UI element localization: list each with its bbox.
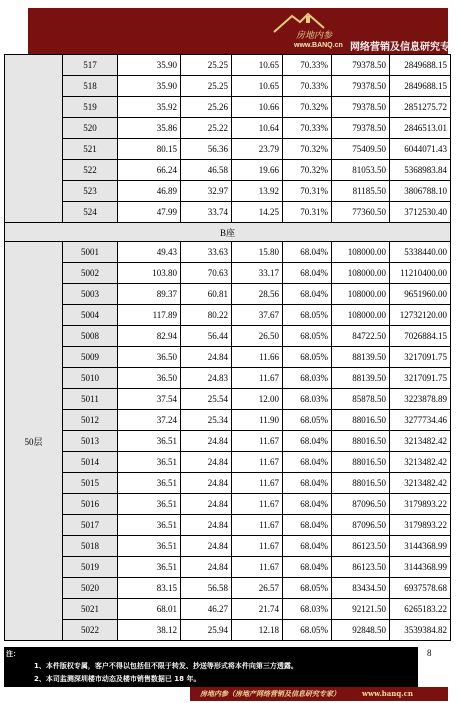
value-cell-total: 2846513.01 bbox=[390, 118, 451, 139]
value-cell-c1: 36.51 bbox=[118, 515, 181, 536]
value-cell-c1: 83.15 bbox=[118, 578, 181, 599]
value-cell-price: 88016.50 bbox=[332, 473, 390, 494]
value-cell-price: 79378.50 bbox=[332, 97, 390, 118]
value-cell-price: 88016.50 bbox=[332, 452, 390, 473]
value-cell-c1: 36.51 bbox=[118, 452, 181, 473]
value-cell-ratio: 68.03% bbox=[283, 599, 332, 620]
value-cell-c3: 11.67 bbox=[232, 368, 283, 389]
table-row bbox=[5, 515, 451, 536]
value-cell-price: 108000.00 bbox=[332, 284, 390, 305]
footer-bar bbox=[190, 687, 448, 701]
value-cell-total: 3277734.46 bbox=[390, 410, 451, 431]
value-cell-c1: 36.51 bbox=[118, 536, 181, 557]
value-cell-c3: 12.00 bbox=[232, 389, 283, 410]
value-cell-price: 81053.50 bbox=[332, 160, 390, 181]
unit-number-cell: 523 bbox=[63, 181, 118, 202]
unit-number-cell: 517 bbox=[63, 55, 118, 76]
note-line-2: 2、本司监测深圳楼市动态及楼市销售数据已 18 年。 bbox=[34, 675, 201, 683]
value-cell-ratio: 68.04% bbox=[283, 284, 332, 305]
value-cell-ratio: 68.04% bbox=[283, 431, 332, 452]
value-cell-total: 5338440.00 bbox=[390, 242, 451, 263]
value-cell-price: 88139.50 bbox=[332, 347, 390, 368]
value-cell-total: 3213482.42 bbox=[390, 473, 451, 494]
unit-number-cell: 5014 bbox=[63, 452, 118, 473]
value-cell-c1: 82.94 bbox=[118, 326, 181, 347]
value-cell-c3: 10.64 bbox=[232, 118, 283, 139]
value-cell-ratio: 68.03% bbox=[283, 368, 332, 389]
table-row bbox=[5, 347, 451, 368]
value-cell-total: 3179893.22 bbox=[390, 515, 451, 536]
value-cell-c3: 15.80 bbox=[232, 242, 283, 263]
value-cell-total: 3213482.42 bbox=[390, 452, 451, 473]
value-cell-c2: 25.54 bbox=[181, 389, 232, 410]
value-cell-c2: 24.84 bbox=[181, 557, 232, 578]
value-cell-c3: 11.67 bbox=[232, 431, 283, 452]
table-row bbox=[5, 536, 451, 557]
value-cell-price: 108000.00 bbox=[332, 242, 390, 263]
value-cell-c3: 11.90 bbox=[232, 410, 283, 431]
table-row bbox=[5, 473, 451, 494]
building-b-rows bbox=[5, 242, 451, 641]
value-cell-c3: 26.57 bbox=[232, 578, 283, 599]
section-label: B座 bbox=[5, 223, 451, 242]
value-cell-total: 3179893.22 bbox=[390, 494, 451, 515]
value-cell-c1: 66.24 bbox=[118, 160, 181, 181]
value-cell-c2: 24.84 bbox=[181, 515, 232, 536]
value-cell-c1: 35.90 bbox=[118, 55, 181, 76]
value-cell-total: 12732120.00 bbox=[390, 305, 451, 326]
value-cell-ratio: 68.05% bbox=[283, 347, 332, 368]
value-cell-ratio: 70.33% bbox=[283, 118, 332, 139]
section-row bbox=[5, 223, 451, 242]
unit-number-cell: 5019 bbox=[63, 557, 118, 578]
value-cell-ratio: 68.04% bbox=[283, 515, 332, 536]
unit-number-cell: 519 bbox=[63, 97, 118, 118]
footer-url: www.banq.cn bbox=[362, 689, 414, 698]
value-cell-c2: 24.84 bbox=[181, 536, 232, 557]
value-cell-c3: 19.66 bbox=[232, 160, 283, 181]
unit-number-cell: 5001 bbox=[63, 242, 118, 263]
header-banner bbox=[28, 8, 460, 54]
value-cell-price: 86123.50 bbox=[332, 536, 390, 557]
value-cell-c2: 25.25 bbox=[181, 55, 232, 76]
value-cell-c1: 36.51 bbox=[118, 494, 181, 515]
value-cell-c2: 32.97 bbox=[181, 181, 232, 202]
unit-number-cell: 521 bbox=[63, 139, 118, 160]
value-cell-total: 3217091.75 bbox=[390, 368, 451, 389]
value-cell-c1: 47.99 bbox=[118, 202, 181, 223]
table-row bbox=[5, 431, 451, 452]
value-cell-price: 88016.50 bbox=[332, 410, 390, 431]
value-cell-price: 92121.50 bbox=[332, 599, 390, 620]
value-cell-c3: 37.67 bbox=[232, 305, 283, 326]
table-row bbox=[5, 97, 451, 118]
value-cell-c2: 24.83 bbox=[181, 368, 232, 389]
value-cell-total: 3144368.99 bbox=[390, 536, 451, 557]
value-cell-c3: 11.67 bbox=[232, 557, 283, 578]
value-cell-c1: 49.43 bbox=[118, 242, 181, 263]
units-table bbox=[4, 54, 451, 641]
value-cell-c3: 11.67 bbox=[232, 536, 283, 557]
value-cell-c2: 25.25 bbox=[181, 76, 232, 97]
value-cell-c3: 13.92 bbox=[232, 181, 283, 202]
table-row bbox=[5, 368, 451, 389]
unit-number-cell: 5010 bbox=[63, 368, 118, 389]
value-cell-c1: 46.89 bbox=[118, 181, 181, 202]
value-cell-ratio: 68.05% bbox=[283, 578, 332, 599]
unit-number-cell: 5018 bbox=[63, 536, 118, 557]
value-cell-total: 7026884.15 bbox=[390, 326, 451, 347]
value-cell-price: 86123.50 bbox=[332, 557, 390, 578]
unit-number-cell: 5013 bbox=[63, 431, 118, 452]
value-cell-c2: 24.84 bbox=[181, 473, 232, 494]
unit-number-cell: 5004 bbox=[63, 305, 118, 326]
value-cell-price: 81185.50 bbox=[332, 181, 390, 202]
value-cell-ratio: 68.05% bbox=[283, 326, 332, 347]
value-cell-c1: 117.89 bbox=[118, 305, 181, 326]
unit-number-cell: 5011 bbox=[63, 389, 118, 410]
unit-number-cell: 5002 bbox=[63, 263, 118, 284]
value-cell-c3: 11.66 bbox=[232, 347, 283, 368]
value-cell-c3: 11.67 bbox=[232, 452, 283, 473]
table-row bbox=[5, 557, 451, 578]
table-row bbox=[5, 139, 451, 160]
value-cell-c2: 25.22 bbox=[181, 118, 232, 139]
floor-cell: 50层 bbox=[5, 242, 63, 641]
brand-domain: www.BANQ.cn bbox=[294, 42, 343, 49]
footer-text: 房地内参（房地产网络营销及信息研究专家） bbox=[200, 689, 340, 698]
value-cell-total: 3806788.10 bbox=[390, 181, 451, 202]
value-cell-ratio: 70.32% bbox=[283, 139, 332, 160]
page-number: 8 bbox=[427, 648, 432, 658]
value-cell-c3: 10.66 bbox=[232, 97, 283, 118]
unit-number-cell: 518 bbox=[63, 76, 118, 97]
value-cell-c3: 33.17 bbox=[232, 263, 283, 284]
value-cell-ratio: 68.04% bbox=[283, 473, 332, 494]
value-cell-c2: 46.27 bbox=[181, 599, 232, 620]
unit-number-cell: 5020 bbox=[63, 578, 118, 599]
value-cell-c2: 46.58 bbox=[181, 160, 232, 181]
value-cell-total: 5368983.84 bbox=[390, 160, 451, 181]
value-cell-price: 108000.00 bbox=[332, 305, 390, 326]
table-row bbox=[5, 181, 451, 202]
value-cell-c3: 10.65 bbox=[232, 76, 283, 97]
table-row bbox=[5, 620, 451, 641]
value-cell-ratio: 68.04% bbox=[283, 494, 332, 515]
value-cell-ratio: 68.03% bbox=[283, 389, 332, 410]
value-cell-total: 6044071.43 bbox=[390, 139, 451, 160]
value-cell-ratio: 68.04% bbox=[283, 242, 332, 263]
value-cell-ratio: 70.33% bbox=[283, 76, 332, 97]
value-cell-total: 11210400.00 bbox=[390, 263, 451, 284]
value-cell-c1: 36.51 bbox=[118, 557, 181, 578]
value-cell-c2: 33.74 bbox=[181, 202, 232, 223]
value-cell-total: 3223878.89 bbox=[390, 389, 451, 410]
value-cell-total: 2851275.72 bbox=[390, 97, 451, 118]
value-cell-c1: 89.37 bbox=[118, 284, 181, 305]
value-cell-ratio: 68.05% bbox=[283, 305, 332, 326]
value-cell-ratio: 70.32% bbox=[283, 97, 332, 118]
value-cell-c2: 24.84 bbox=[181, 347, 232, 368]
value-cell-c2: 56.58 bbox=[181, 578, 232, 599]
value-cell-price: 77360.50 bbox=[332, 202, 390, 223]
value-cell-c1: 36.51 bbox=[118, 473, 181, 494]
value-cell-price: 88016.50 bbox=[332, 431, 390, 452]
table-row bbox=[5, 410, 451, 431]
value-cell-c1: 37.54 bbox=[118, 389, 181, 410]
unit-number-cell: 5016 bbox=[63, 494, 118, 515]
table-row bbox=[5, 202, 451, 223]
value-cell-c1: 37.24 bbox=[118, 410, 181, 431]
value-cell-c2: 33.63 bbox=[181, 242, 232, 263]
unit-number-cell: 520 bbox=[63, 118, 118, 139]
table-row bbox=[5, 284, 451, 305]
value-cell-c2: 24.84 bbox=[181, 431, 232, 452]
value-cell-ratio: 70.31% bbox=[283, 202, 332, 223]
value-cell-price: 84722.50 bbox=[332, 326, 390, 347]
notes-box bbox=[4, 647, 418, 687]
table-row bbox=[5, 76, 451, 97]
table-row bbox=[5, 599, 451, 620]
value-cell-c2: 25.34 bbox=[181, 410, 232, 431]
value-cell-c1: 68.01 bbox=[118, 599, 181, 620]
value-cell-ratio: 68.04% bbox=[283, 557, 332, 578]
value-cell-c2: 70.63 bbox=[181, 263, 232, 284]
value-cell-price: 79378.50 bbox=[332, 55, 390, 76]
value-cell-price: 88139.50 bbox=[332, 368, 390, 389]
unit-number-cell: 524 bbox=[63, 202, 118, 223]
value-cell-price: 108000.00 bbox=[332, 263, 390, 284]
value-cell-c1: 35.86 bbox=[118, 118, 181, 139]
value-cell-c1: 103.80 bbox=[118, 263, 181, 284]
unit-number-cell: 5003 bbox=[63, 284, 118, 305]
value-cell-c3: 11.67 bbox=[232, 473, 283, 494]
value-cell-c3: 21.74 bbox=[232, 599, 283, 620]
unit-number-cell: 5017 bbox=[63, 515, 118, 536]
table-row bbox=[5, 118, 451, 139]
value-cell-c1: 80.15 bbox=[118, 139, 181, 160]
value-cell-ratio: 70.33% bbox=[283, 55, 332, 76]
value-cell-c2: 24.84 bbox=[181, 452, 232, 473]
value-cell-price: 75409.50 bbox=[332, 139, 390, 160]
value-cell-c2: 56.44 bbox=[181, 326, 232, 347]
value-cell-c3: 11.67 bbox=[232, 515, 283, 536]
value-cell-c2: 56.36 bbox=[181, 139, 232, 160]
value-cell-price: 87096.50 bbox=[332, 515, 390, 536]
note-line-1: 1、本件版权专属，客户不得以包括但不限于转发、抄送等形式将本件向第三方透露。 bbox=[34, 662, 298, 670]
value-cell-c3: 12.18 bbox=[232, 620, 283, 641]
table-row bbox=[5, 55, 451, 76]
value-cell-c3: 10.65 bbox=[232, 55, 283, 76]
value-cell-total: 2849688.15 bbox=[390, 55, 451, 76]
value-cell-total: 9651960.00 bbox=[390, 284, 451, 305]
value-cell-ratio: 68.04% bbox=[283, 452, 332, 473]
value-cell-c2: 25.94 bbox=[181, 620, 232, 641]
value-cell-c3: 14.25 bbox=[232, 202, 283, 223]
value-cell-price: 79378.50 bbox=[332, 76, 390, 97]
value-cell-price: 79378.50 bbox=[332, 118, 390, 139]
value-cell-ratio: 68.05% bbox=[283, 620, 332, 641]
unit-number-cell: 5009 bbox=[63, 347, 118, 368]
value-cell-ratio: 70.32% bbox=[283, 160, 332, 181]
unit-number-cell: 522 bbox=[63, 160, 118, 181]
value-cell-price: 87096.50 bbox=[332, 494, 390, 515]
table-row bbox=[5, 452, 451, 473]
value-cell-c3: 11.67 bbox=[232, 494, 283, 515]
value-cell-total: 3539384.82 bbox=[390, 620, 451, 641]
value-cell-c1: 35.92 bbox=[118, 97, 181, 118]
table-row bbox=[5, 242, 451, 263]
value-cell-ratio: 68.04% bbox=[283, 263, 332, 284]
value-cell-c3: 23.79 bbox=[232, 139, 283, 160]
table-row bbox=[5, 160, 451, 181]
unit-number-cell: 5012 bbox=[63, 410, 118, 431]
floor-cell bbox=[5, 55, 63, 223]
value-cell-total: 6265183.22 bbox=[390, 599, 451, 620]
value-cell-total: 2849688.15 bbox=[390, 76, 451, 97]
value-cell-c2: 25.26 bbox=[181, 97, 232, 118]
building-a-rows bbox=[5, 55, 451, 223]
value-cell-total: 6937578.68 bbox=[390, 578, 451, 599]
value-cell-c2: 80.22 bbox=[181, 305, 232, 326]
unit-number-cell: 5015 bbox=[63, 473, 118, 494]
value-cell-c1: 36.50 bbox=[118, 347, 181, 368]
value-cell-price: 83434.50 bbox=[332, 578, 390, 599]
brand-slogan: 网络营销及信息研究专家 bbox=[350, 42, 460, 53]
value-cell-ratio: 68.05% bbox=[283, 410, 332, 431]
table-row bbox=[5, 326, 451, 347]
value-cell-c2: 24.84 bbox=[181, 494, 232, 515]
table-row bbox=[5, 305, 451, 326]
value-cell-c1: 36.51 bbox=[118, 431, 181, 452]
value-cell-c1: 35.90 bbox=[118, 76, 181, 97]
value-cell-c1: 38.12 bbox=[118, 620, 181, 641]
value-cell-total: 3144368.99 bbox=[390, 557, 451, 578]
table-row bbox=[5, 494, 451, 515]
value-cell-price: 85878.50 bbox=[332, 389, 390, 410]
brand-name: 房地内参 bbox=[296, 31, 333, 41]
value-cell-ratio: 68.04% bbox=[283, 536, 332, 557]
unit-number-cell: 5008 bbox=[63, 326, 118, 347]
value-cell-price: 92848.50 bbox=[332, 620, 390, 641]
value-cell-c3: 28.56 bbox=[232, 284, 283, 305]
value-cell-c3: 26.50 bbox=[232, 326, 283, 347]
table-row bbox=[5, 389, 451, 410]
notes-title: 注： bbox=[6, 650, 20, 658]
table-row bbox=[5, 263, 451, 284]
value-cell-c1: 36.50 bbox=[118, 368, 181, 389]
unit-number-cell: 5022 bbox=[63, 620, 118, 641]
value-cell-total: 3217091.75 bbox=[390, 347, 451, 368]
value-cell-total: 3213482.42 bbox=[390, 431, 451, 452]
unit-number-cell: 5021 bbox=[63, 599, 118, 620]
value-cell-c2: 60.81 bbox=[181, 284, 232, 305]
table-row bbox=[5, 578, 451, 599]
value-cell-total: 3712530.40 bbox=[390, 202, 451, 223]
value-cell-ratio: 70.31% bbox=[283, 181, 332, 202]
